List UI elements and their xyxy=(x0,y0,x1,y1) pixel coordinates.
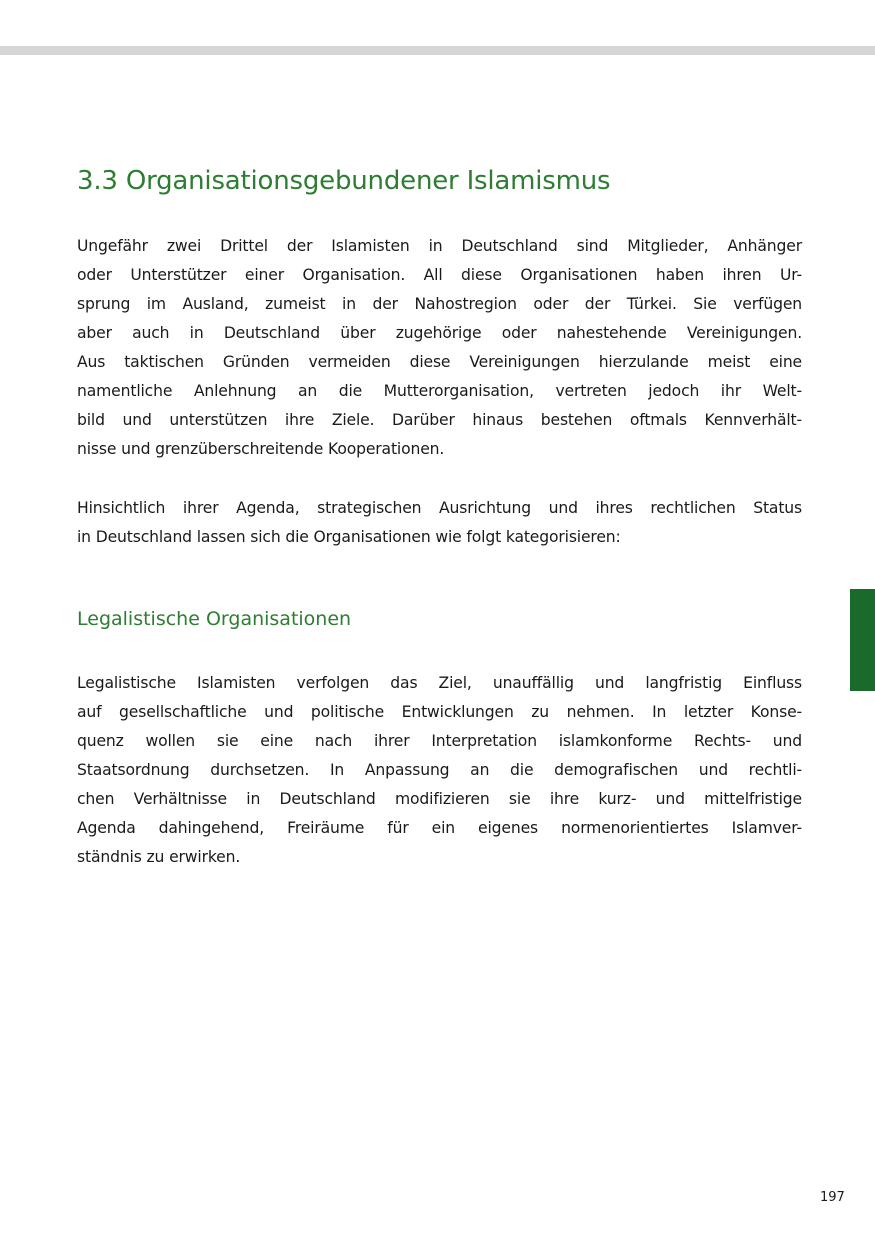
text-line: Legalistische Islamisten verfolgen das Ziel, unauffällig und langfristig Einfluss xyxy=(77,674,802,692)
text-line: Hinsichtlich ihrer Agenda, strategischen Ausrichtung und ihres rechtlichen Status xyxy=(77,499,802,517)
text-line: bild und unterstützen ihre Ziele. Darüber hinaus bestehen oftmals Kennverhält- xyxy=(77,411,802,429)
paragraph-legalistic xyxy=(77,669,802,872)
text-line: aber auch in Deutschland über zugehörige oder nahestehende Vereinigungen. xyxy=(77,324,802,342)
text-line: nisse und grenzüberschreitende Kooperationen. xyxy=(77,440,445,458)
text-line: Aus taktischen Gründen vermeiden diese Vereinigungen hierzulande meist eine xyxy=(77,353,802,371)
text-line: Agenda dahingehend, Freiräume für ein eigenes normenorientiertes Islamver- xyxy=(77,819,802,837)
subheading-legalistic: Legalistische Organisationen xyxy=(77,608,352,630)
text-line: ständnis zu erwirken. xyxy=(77,848,241,866)
text-line: quenz wollen sie eine nach ihrer Interpretation islamkonforme Rechts- und xyxy=(77,732,802,750)
text-line: Staatsordnung durchsetzen. In Anpassung an die demografischen und rechtli- xyxy=(77,761,802,779)
text-line: in Deutschland lassen sich die Organisationen wie folgt kategorisieren: xyxy=(77,528,621,546)
text-line: chen Verhältnisse in Deutschland modifizieren sie ihre kurz- und mittelfristige xyxy=(77,790,802,808)
text-line: auf gesellschaftliche und politische Entwicklungen zu nehmen. In letzter Konse- xyxy=(77,703,802,721)
text-line: namentliche Anlehnung an die Mutterorganisation, vertreten jedoch ihr Welt- xyxy=(77,382,802,400)
chapter-side-tab xyxy=(850,589,875,691)
text-line: Ungefähr zwei Drittel der Islamisten in Deutschland sind Mitglieder, Anhänger xyxy=(77,237,802,255)
text-line: oder Unterstützer einer Organisation. All diese Organisationen haben ihren Ur- xyxy=(77,266,802,284)
paragraph-intro xyxy=(77,232,802,464)
text-line: sprung im Ausland, zumeist in der Nahostregion oder der Türkei. Sie verfügen xyxy=(77,295,802,313)
paragraph-categorization xyxy=(77,494,802,552)
page-number: 197 xyxy=(820,1190,845,1205)
top-rule xyxy=(0,46,875,55)
section-heading: 3.3 Organisationsgebundener Islamismus xyxy=(77,166,611,196)
